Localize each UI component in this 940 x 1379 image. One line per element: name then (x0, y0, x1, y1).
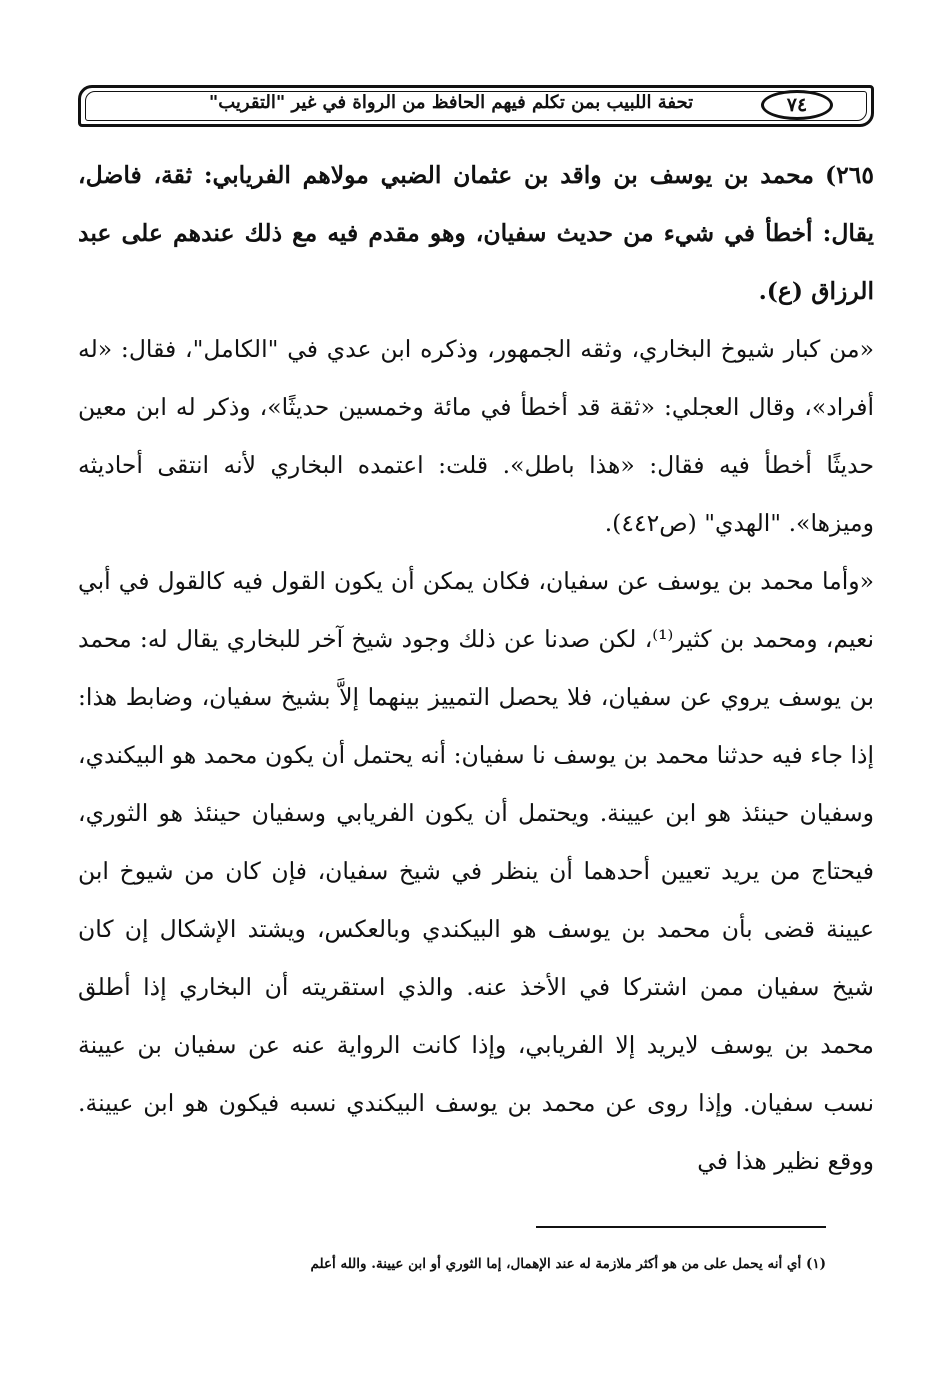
main-text (78, 146, 874, 1190)
page-header (78, 85, 874, 127)
footnote: (١) أي أنه يحمل على من هو أكثر ملازمة له عند الإهمال، إما الثوري أو ابن عيينة. والله أعلم (310, 1256, 826, 1272)
page-number: ٧٤ (761, 90, 833, 120)
entry-number: ٢٦٥) (825, 161, 874, 189)
footnote-separator (536, 1226, 826, 1228)
entry-text: محمد بن يوسف بن واقد بن عثمان الضبي مولاهم الفريابي: ثقة، فاضل، يقال: أخطأ في شيء من حديث سفيان، وهو مقدم فيه مع ذلك عندهم على عبد الرزاق (ع). (78, 161, 874, 305)
quote-paragraph-2: «وأما محمد بن يوسف عن سفيان، فكان يمكن أن يكون القول فيه كالقول في أبي نعيم، ومحمد بن كثير⁽¹⁾، لكن صدنا عن ذلك وجود شيخ آخر للبخاري يقال له: محمد بن يوسف يروي عن سفيان، فلا يحصل التمييز بينهما إلاَّ بشيخ سفيان، وضابط هذا: إذا جاء فيه حدثنا محمد بن يوسف نا سفيان: أنه يحتمل أن يكون محمد هو البيكندي، وسفيان حينئذ هو ابن عيينة. ويحتمل أن يكون الفريابي وسفيان حينئذ هو الثوري، فيحتاج من يريد تعيين أحدهما أن ينظر في شيخ سفيان، فإن كان من شيوخ ابن عيينة قضى بأن محمد بن يوسف هو البيكندي وبالعكس، ويشتد الإشكال إن كان شيخ سفيان ممن اشتركا في الأخذ عنه. والذي استقريته أن البخاري إذا أطلق محمد بن يوسف لايريد إلا الفريابي، وإذا كانت الرواية عنه عن سفيان بن عيينة نسب سفيان. وإذا روى عن محمد بن يوسف البيكندي نسبه فيكون هو ابن عيينة. ووقع نظير هذا في (78, 567, 874, 1175)
running-title: تحفة اللبيب بمن تكلم فيهم الحافظ من الرواة في غير "التقريب" (208, 92, 694, 113)
quote-paragraph-1: «من كبار شيوخ البخاري، وثقه الجمهور، وذكره ابن عدي في "الكامل"، فقال: «له أفراد»، وقال العجلي: «ثقة قد أخطأ في مائة وخمسين حديثًا»، وذكر له ابن معين حديثًا أخطأ فيه فقال: «هذا باطل». قلت: اعتمده البخاري لأنه انتقى أحاديثه وميزها». "الهدي" (ص٤٤٢). (78, 335, 874, 537)
entry-paragraph (78, 146, 874, 320)
